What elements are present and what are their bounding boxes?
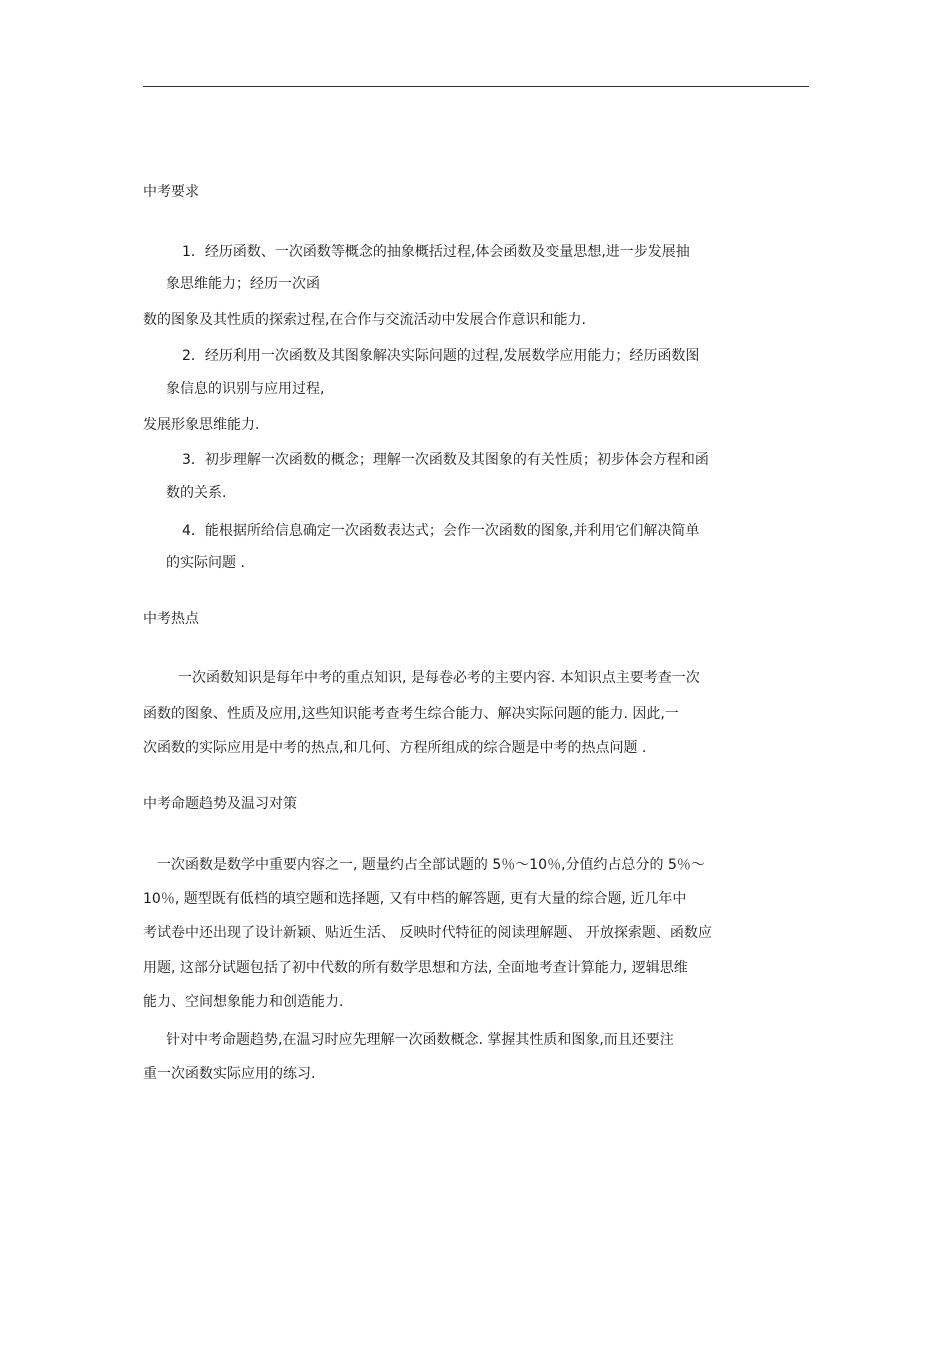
hotspots-line-3: 次函数的实际应用是中考的热点,和几何、方程所组成的综合题是中考的热点问题 . [143,740,647,756]
trends-para1-line-3: 考试卷中还出现了设计新颖、贴近生活、 反映时代特征的阅读理解题、 开放探索题、函数应 [143,925,712,941]
hotspots-line-1: 一次函数知识是每年中考的重点知识, 是每卷必考的主要内容. 本知识点主要考查一次 [178,670,700,686]
trends-para1-line-2: 10％, 题型既有低档的填空题和选择题, 又有中档的解答题, 更有大量的综合题, 近几年中 [143,891,687,907]
requirement-3-line-2: 数的关系. [166,485,227,501]
requirement-1-line-1: 1．经历函数、一次函数等概念的抽象概括过程,体会函数及变量思想,进一步发展抽 [182,244,690,260]
requirement-2-line-1: 2．经历利用一次函数及其图象解决实际问题的过程,发展数学应用能力；经历函数图 [182,348,700,364]
header-rule [143,86,809,87]
trends-para1-line-4: 用题, 这部分试题包括了初中代数的所有数学思想和方法, 全面地考查计算能力, 逻辑思维 [143,960,688,976]
requirement-2-line-3: 发展形象思维能力. [143,417,260,433]
trends-para1-line-1: 一次函数是数学中重要内容之一, 题量约占全部试题的 5％～10％,分值约占总分的 5％～ [157,857,705,873]
hotspots-line-2: 函数的图象、性质及应用,这些知识能考查考生综合能力、解决实际问题的能力. 因此,一 [143,706,679,722]
requirement-4-line-1: 4．能根据所给信息确定一次函数表达式；会作一次函数的图象,并利用它们解决简单 [182,523,700,539]
trends-para2-line-1: 针对中考命题趋势,在温习时应先理解一次函数概念. 掌握其性质和图象,而且还要注 [166,1032,674,1048]
trends-para2-line-2: 重一次函数实际应用的练习. [143,1066,316,1082]
section-heading-requirements: 中考要求 [143,184,199,200]
trends-para1-line-5: 能力、空间想象能力和创造能力. [143,994,344,1010]
requirement-1-line-3: 数的图象及其性质的探索过程,在合作与交流活动中发展合作意识和能力. [143,312,586,328]
requirement-1-line-2: 象思维能力；经历一次函 [166,276,320,292]
requirement-3-line-1: 3．初步理解一次函数的概念；理解一次函数及其图象的有关性质；初步体会方程和函 [182,452,709,468]
section-heading-trends: 中考命题趋势及温习对策 [143,796,297,812]
requirement-2-line-2: 象信息的识别与应用过程, [166,381,325,397]
requirement-4-line-2: 的实际问题 . [166,555,245,571]
section-heading-hotspots: 中考热点 [143,611,199,627]
